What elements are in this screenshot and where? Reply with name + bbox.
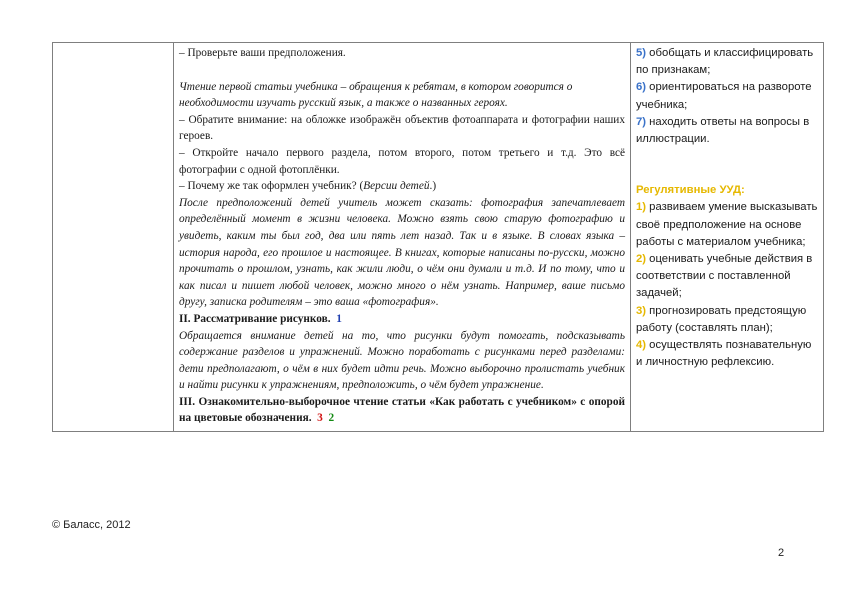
skills-cell [631,43,824,432]
instruction-line: – Проверьте ваши предположения. [179,47,346,59]
stage-cell [53,43,174,432]
list-item: 3) прогнозировать предстоящую работу (составлять план); [636,304,807,334]
reading-note: Чтение первой статьи учебника – обращения к ребятам, в котором говорится о необходимости изучать русский язык, а также о названных героях. [179,80,573,110]
section-heading-2: II. Рассматривание рисунков. 1 [179,312,342,325]
regulatory-heading: Регулятивные УУД: [636,184,745,197]
list-item: 5) обобщать и классифицировать по признакам; [636,47,814,77]
section-heading-3: III. Ознакомительно-выборочное чтение статьи «Как работать с учебником» с опорой на цветовые обозначения. 3 2 [179,395,625,425]
copyright-footer: © Баласс, 2012 [52,519,131,531]
lesson-table [52,42,824,432]
children-versions: Версии детей [363,180,430,193]
instruction-line: – Обратите внимание: на обложке изображён объектив фотоаппарата и фотографии наших героев. [179,113,625,143]
page-number: 2 [778,547,785,559]
color-mark-red: 3 [317,412,323,425]
table-row [53,43,824,432]
teacher-explanation: После предположений детей учитель может сказать: фотография запечатлевает определённый момент в жизни человека. Можно взять свою старую фотографию и увидеть, каким ты был год, два или пять лет назад. Так и в языке. В словах языка – история народа, его прошлое и настоящее. В книгах, которые написаны по-русски, можно прочитать о прошлом, узнать, как жили люди, о чём они думали и т.д. И по тому, что и как писал и пишет любой человек, можно много о нём узнать. Например, ваше письмо другу, записка родителям – это ваша «фотография». [179,196,625,309]
color-mark-blue: 1 [336,312,342,325]
question-line: – Почему же так оформлен учебник? (Версии детей.) [179,180,437,193]
teacher-activity-cell [174,43,631,432]
list-item: 6) ориентироваться на развороте учебника; [636,81,812,111]
list-item: 2) оценивать учебные действия в соответствии с поставленной задачей; [636,253,813,300]
list-item: 7) находить ответы на вопросы в иллюстрации. [636,115,810,146]
list-item: 1) развиваем умение высказывать своё предположение на основе работы с материалом учебника; [636,201,818,248]
list-item: 4) осуществлять познавательную и личностную рефлексию. [636,339,812,369]
drawings-note: Обращается внимание детей на то, что рисунки будут помогать, подсказывать содержание разделов и упражнений. Можно поработать с рисунками перед разделами: дети предполагают, о чём в них будет идти речь. Можно выборочно пролистать учебник и найти рисунки к упражнениям, предположить, о чём будет упражнение. [179,329,625,392]
instruction-line: – Откройте начало первого раздела, потом второго, потом третьего и т.д. Это всё фотографии с одной фотоплёнки. [179,146,625,176]
color-mark-green: 2 [328,412,335,425]
